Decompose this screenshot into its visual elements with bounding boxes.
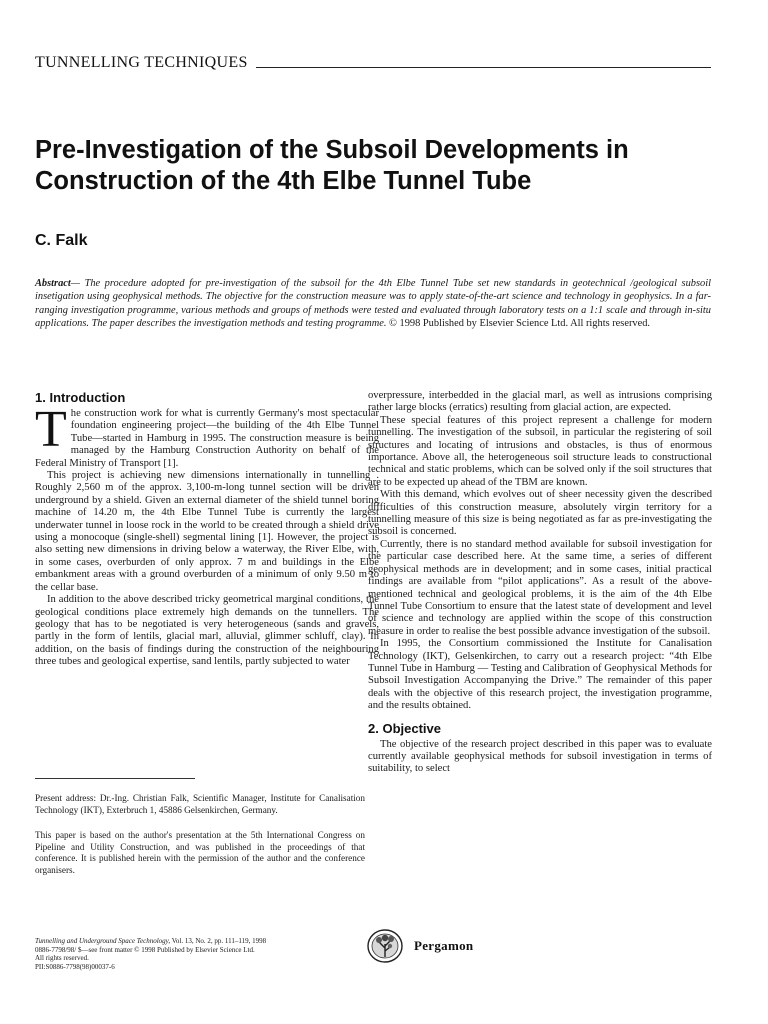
left-column [35, 390, 379, 669]
header-rule [256, 67, 711, 68]
imprint-citation [35, 937, 355, 946]
right-column [368, 390, 712, 776]
elsevier-tree-logo-icon [366, 928, 404, 964]
intro-paragraph-3: In addition to the above described tricky geometrical marginal conditions, the geological conditions place extremely high demands on the tunnellers. The geology that has to be negotiated is very heterogeneous (sands and gravels, partly in the form of lentils, glacial marl, alluvial, glimmer schluff, clay). In addition, on the basis of findings during the construction of the neighbouring three tubes and geological expertise, sand lentils, partly subjected to water [35, 594, 379, 668]
intro-paragraph-1-text: he construction work for what is currently Germany's most spectacular foundation engineering project—the building of the 4th Elbe Tunnel Tube—started in Hamburg in 1995. The construction measure is being managed by the Hamburg Construction Authority on behalf of the Federal Ministry of Transport [1]. [35, 408, 379, 469]
abstract-body: — The procedure adopted for pre-investigation of the subsoil for the 4th Elbe Tunnel Tube set new standards in geotechnical /geological subsoil insetigation using geophysical methods. The objective for the construction measure was to apply state-of-the-art science and technology in geophysics. In a far-ranging investigation programme, various methods and groups of methods were tested and evaluated through laboratory tests on a 1:1 scale and through in-situ applications. The paper describes the investigation methods and testing programme. [35, 278, 711, 329]
imprint-rights: All rights reserved. [35, 954, 89, 963]
publisher-name: Pergamon [414, 938, 474, 953]
footnote-address: Present address: Dr.-Ing. Christian Falk, Scientific Manager, Institute for Canalisation Technology (IKT), Exterbruch 1, 45886 Gelsenkirchen, Germany. [35, 793, 365, 815]
objective-paragraph-1: The objective of the research project described in this paper was to evaluate currently available geophysical methods for subsoil investigation in terms of suitability, to select [368, 738, 712, 775]
section-label: TUNNELLING TECHNIQUES [35, 54, 248, 71]
abstract-copyright: © 1998 Published by Elsevier Science Ltd. All rights reserved. [389, 317, 651, 329]
journal-name: Tunnelling and Underground Space Technology, [35, 937, 171, 945]
right-paragraph-2: These special features of this project represent a challenge for modern tunnelling. The investigation of the subsoil, in particular the registering of soil structures and locating of intrusions and obstacles, is thus of enormous importance. Above all, the heterogeneous soil structure leads to constructional technical and static problems, which can be solved only if the soil structures that are to be expected up ahead of the TBM are known. [368, 414, 712, 488]
intro-paragraph-1 [35, 401, 379, 470]
article-title: Pre-Investigation of the Subsoil Developments in Construction of the 4th Elbe Tunnel Tube [35, 136, 629, 195]
publisher-block [366, 928, 473, 964]
section-heading-objective: 2. Objective [368, 720, 441, 736]
footnote-rule [35, 778, 195, 779]
author-name: C. Falk [35, 232, 88, 249]
right-paragraph-4: Currently, there is no standard method available for subsoil investigation for the particular case described here. At the same time, a series of different geophysical methods are in development; and in some cases, initial practical findings are available from “pilot applications”. As a result of the above-mentioned technical and geological problems, it is the aim of the 4th Elbe Tunnel Tube Consortium to ensure that the latest state of development and level of science and technology are applied within the scope of this construction measure in order to realise the best possible advance investigation of the subsoil. [368, 538, 712, 637]
abstract-lead: Abstract [35, 278, 71, 289]
abstract [35, 277, 711, 330]
running-header [35, 46, 711, 72]
imprint-pii: PII:S0886-7798(98)00037-6 [35, 962, 115, 971]
citation-details: Vol. 13, No. 2, pp. 111–119, 1998 [170, 937, 267, 945]
section-heading-introduction: 1. Introduction [35, 390, 126, 405]
right-paragraph-5: In 1995, the Consortium commissioned the Institute for Canalisation Technology (IKT), Gelsenkirchen, to carry out a research project: “4th Elbe Tunnel Tube in Hamburg — Testing and Calibration of Geophysical Methods for Subsoil Investigation Accompanying the Drive.” The remainder of this paper deals with the objective of this research project, the investigation programme, and the results obtained. [368, 638, 712, 712]
drop-cap: T [35, 401, 67, 458]
right-paragraph-3: With this demand, which evolves out of sheer necessity given the described difficulties of this construction measure, absolutely virgin territory for a tunnelling measure of this size is being negotiated as far as pre-investigating the subsoil is concerned. [368, 489, 712, 538]
imprint-front-matter: 0886-7798/98/ $—see front matter © 1998 Published by Elsevier Science Ltd. [35, 945, 255, 954]
footnote-origin: This paper is based on the author's presentation at the 5th International Congress on Pipeline and Utility Construction, and was published in the proceedings of that conference. It is published herein with the permission of the author and the conference organisers. [35, 830, 365, 875]
intro-paragraph-2: This project is achieving new dimensions internationally in tunnelling . Roughly 2,560 m of the approx. 3,100-m-long tunnel section will be driven underground by a shield. Given an external diameter of the shield tunnel boring machine of 14.20 m, the 4th Elbe Tunnel Tube is currently the largest underwater tunnel in loose rock in the world to be created through a shield drive using a monocoque (single-shell) segmental lining [1]. However, the project is also setting new dimensions in driving below a waterway, the River Elbe, with, in some cases, overburden of only approx. 7 m and buildings in the Elbe embankment areas with a ground overburden of a minimum of only 9.50 m to the cellar base. [35, 470, 379, 593]
journal-imprint [35, 937, 355, 971]
right-paragraph-1: overpressure, interbedded in the glacial marl, as well as intrusions comprising rather large blocks (erratics) resulting from glacial action, are expected. [368, 390, 712, 414]
